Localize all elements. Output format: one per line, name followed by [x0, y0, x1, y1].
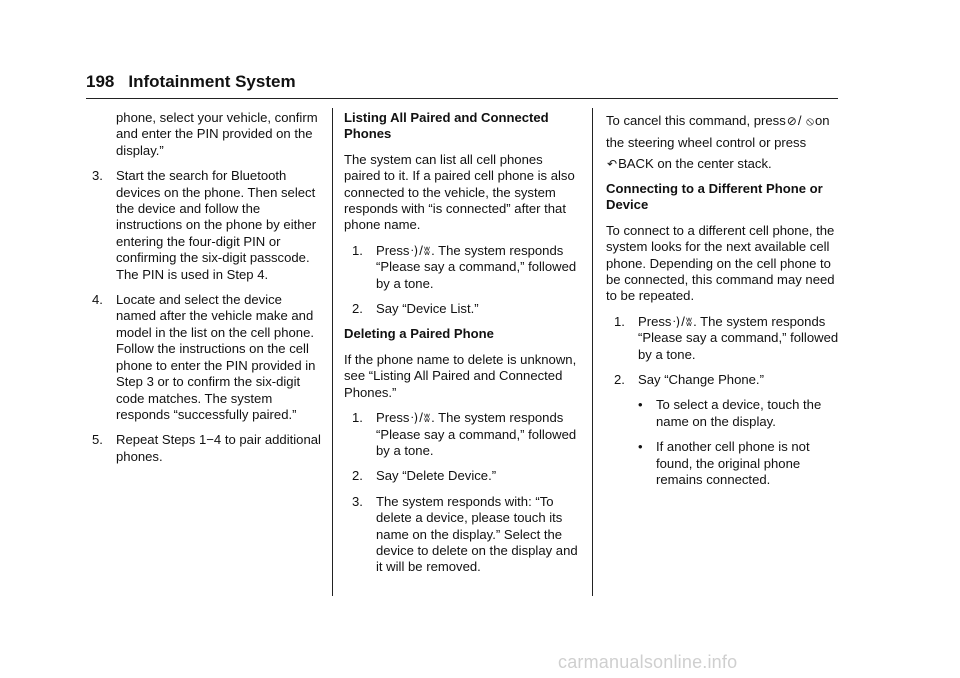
list-number: 1. [352, 410, 363, 426]
bullet-text: To select a device, touch the name on the display. [656, 397, 822, 429]
list-text: Say “Device List.” [376, 301, 479, 317]
watermark: carmanualsonline.info [558, 652, 738, 672]
list-text: The system responds with: “To delete a device, please touch its name on the display.” Select the device to delete on the display and it will be removed. [376, 493, 578, 575]
cancel-paragraph [606, 110, 842, 175]
bullet-mark: • [638, 439, 643, 455]
list-item [614, 372, 842, 388]
back-icon: ↶ [607, 157, 618, 171]
bullet-mark: • [638, 397, 643, 413]
column-divider-1 [332, 108, 333, 596]
bullet-text: If another cell phone is not found, the original phone remains connected. [656, 439, 810, 488]
list-item [352, 468, 582, 484]
list-text-post: . The system responds “Please say a command,” followed by a tone. [376, 242, 577, 291]
list-text-pre: Press [638, 313, 672, 329]
push-to-talk-icon: ᐧ) [672, 314, 681, 329]
section-heading: Listing All Paired and Connected Phones [344, 110, 549, 142]
list-item [92, 432, 322, 465]
voice-recognition-icon: ʬ [423, 243, 431, 258]
section-title: Infotainment System [128, 72, 296, 91]
list-text-pre: Press [376, 242, 410, 258]
continued-text: phone, select your vehicle, confirm and enter the PIN provided on the display.” [116, 110, 318, 158]
separator: / [419, 410, 423, 426]
bullet-item [632, 397, 842, 430]
voice-recognition-icon: ʬ [685, 314, 693, 329]
list-number: 5. [92, 432, 103, 448]
separator: / [797, 113, 802, 128]
section-heading: Deleting a Paired Phone [344, 326, 494, 342]
column-2 [344, 110, 582, 585]
list-text: Locate and select the device named after the vehicle make and model in the list on the cell phone. Follow the instructions on the cell phone to enter the PIN provided in Step 3 or to confirm the six-digit code matches. The system responds “successfully paired.” [116, 292, 316, 422]
bullet-item [632, 439, 842, 488]
cancel-text-mid: on the steering wheel control or press [606, 113, 830, 150]
list-text: Start the search for Bluetooth devices on the phone. Then select the device and follow the instructions on the phone by either entering the four-digit PIN or confirming the six-digit passcode. The PIN is used in Step 4. [116, 168, 317, 282]
cancel-text-post: BACK on the center stack. [618, 156, 772, 171]
list-item [352, 494, 582, 576]
page-header [86, 72, 296, 92]
list-text: Say “Change Phone.” [638, 372, 764, 388]
column-divider-2 [592, 108, 593, 596]
section-heading: Connecting to a Different Phone or Device [606, 181, 823, 213]
mute-icon: ⦸ [806, 114, 814, 128]
column-3 [606, 110, 842, 498]
push-to-talk-icon: ᐧ) [410, 411, 419, 426]
list-number: 3. [92, 168, 103, 184]
header-rule [86, 98, 838, 99]
end-call-icon: ⊘ [786, 114, 797, 128]
list-number: 2. [352, 468, 363, 484]
list-number: 1. [614, 313, 625, 329]
cancel-text-pre: To cancel this command, press [606, 113, 786, 128]
list-text-post: . The system responds “Please say a command,” followed by a tone. [376, 410, 577, 458]
list-text: Say “Delete Device.” [376, 468, 497, 484]
push-to-talk-icon: ᐧ) [410, 243, 419, 258]
list-item [92, 168, 322, 283]
list-number: 4. [92, 292, 103, 308]
list-number: 2. [614, 372, 625, 388]
list-text-post: . The system responds “Please say a command,” followed by a tone. [638, 313, 839, 362]
list-item [614, 314, 842, 363]
column-1 [92, 110, 322, 474]
list-item [352, 301, 582, 317]
list-number: 2. [352, 301, 363, 317]
list-item [92, 292, 322, 423]
list-item [352, 410, 582, 459]
voice-recognition-icon: ʬ [423, 411, 431, 426]
paragraph: To connect to a different cell phone, the system looks for the next available cell phone. Depending on the cell phone to be connected, this command may need to be repeated. [606, 222, 835, 304]
list-text: Repeat Steps 1−4 to pair additional phones. [116, 432, 321, 464]
paragraph: The system can list all cell phones paired to it. If a paired cell phone is also connected to the vehicle, the system responds with “is connected” after that phone name. [344, 151, 575, 233]
list-number: 3. [352, 493, 363, 509]
page-number: 198 [86, 72, 115, 91]
separator: / [419, 242, 423, 258]
list-text-pre: Press [376, 410, 410, 426]
list-number: 1. [352, 242, 363, 258]
paragraph: If the phone name to delete is unknown, see “Listing All Paired and Connected Phones.” [344, 351, 577, 400]
list-item [352, 243, 582, 292]
separator: / [681, 313, 685, 329]
